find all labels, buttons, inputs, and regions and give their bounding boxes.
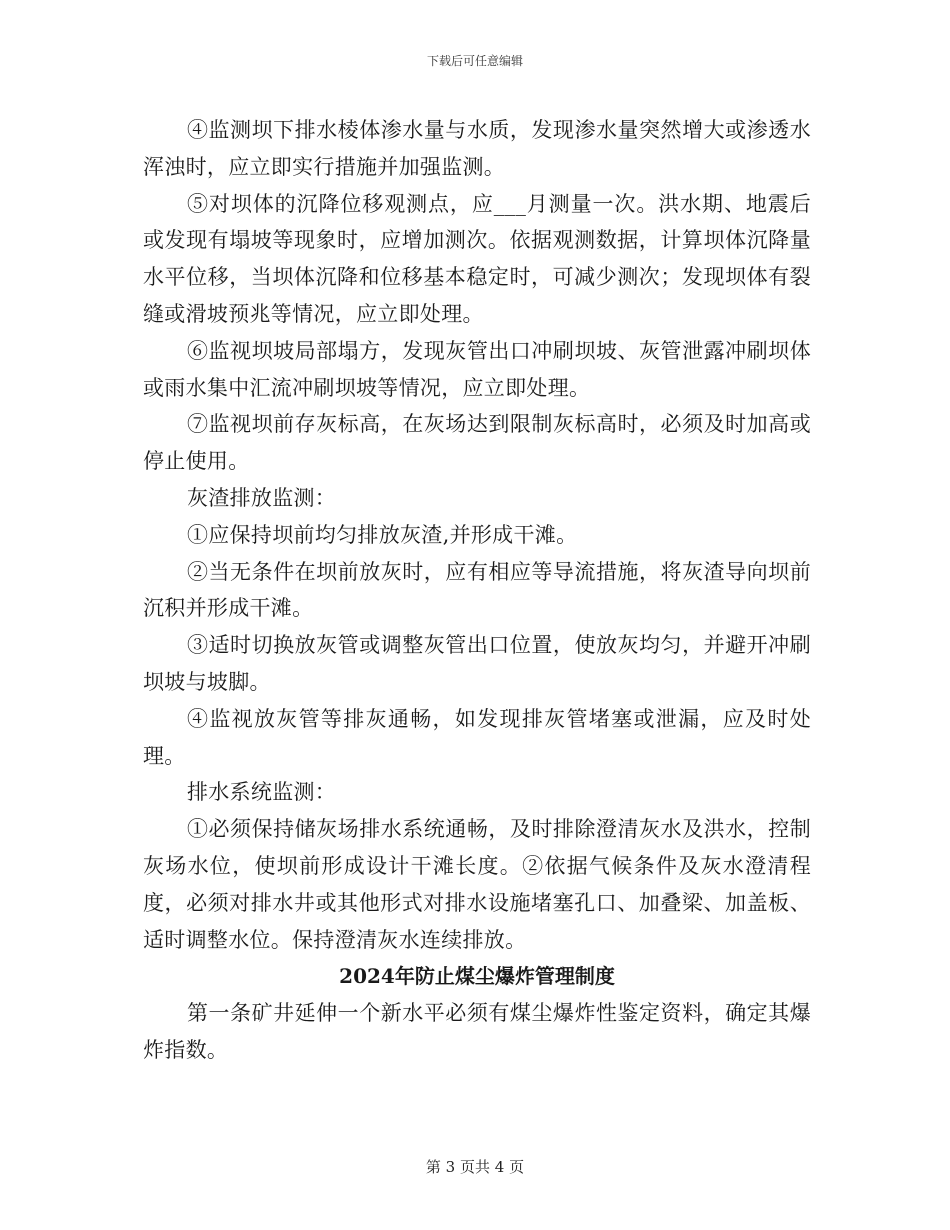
page-header: 下载后可任意编辑 (426, 54, 523, 68)
paragraph: ②当无条件在坝前放灰时，应有相应等导流措施，将灰渣导向坝前沉积并形成干滩。 (143, 559, 811, 621)
paragraph: 第一条矿井延伸一个新水平必须有煤尘爆炸性鉴定资料，确定其爆炸指数。 (143, 1001, 811, 1062)
subheading: 排水系统监测： (187, 780, 337, 805)
section-title: 2024年防止煤尘爆炸管理制度 (339, 964, 615, 989)
subheading: 灰渣排放监测： (187, 485, 337, 510)
paragraph: ⑥监视坝坡局部塌方，发现灰管出口冲刷坝坡、灰管泄露冲刷坝体或雨水集中汇流冲刷坝坡等情况，应立即处理。 (143, 338, 811, 400)
paragraph: ④监测坝下排水棱体渗水量与水质，发现渗水量突然增大或渗透水浑浊时，应立即实行措施并加强监测。 (143, 118, 811, 179)
page-number: 第 3 页共 4 页 (425, 1158, 525, 1176)
paragraph: ①必须保持储灰场排水系统通畅，及时排除澄清灰水及洪水，控制灰场水位，使坝前形成设计干滩长度。②依据气候条件及灰水澄清程度，必须对排水井或其他形式对排水设施堵塞孔口、加叠梁、加盖板、适时调整水位。保持澄清灰水连续排放。 (143, 817, 811, 952)
paragraph: ⑤对坝体的沉降位移观测点，应___月测量一次。洪水期、地震后或发现有塌坡等现象时，应增加测次。依据观测数据，计算坝体沉降量水平位移，当坝体沉降和位移基本稳定时，可减少测次；发现坝体有裂缝或滑坡预兆等情况，应立即处理。 (143, 191, 811, 326)
paragraph: ①应保持坝前均匀排放灰渣,并形成干滩。 (187, 522, 578, 547)
document-body (143, 112, 811, 1069)
paragraph: ⑦监视坝前存灰标高，在灰场达到限制灰标高时，必须及时加高或停止使用。 (143, 412, 811, 474)
paragraph: ④监视放灰管等排灰通畅，如发现排灰管堵塞或泄漏，应及时处理。 (143, 706, 811, 768)
paragraph: ③适时切换放灰管或调整灰管出口位置，使放灰均匀，并避开冲刷坝坡与坡脚。 (143, 633, 811, 694)
